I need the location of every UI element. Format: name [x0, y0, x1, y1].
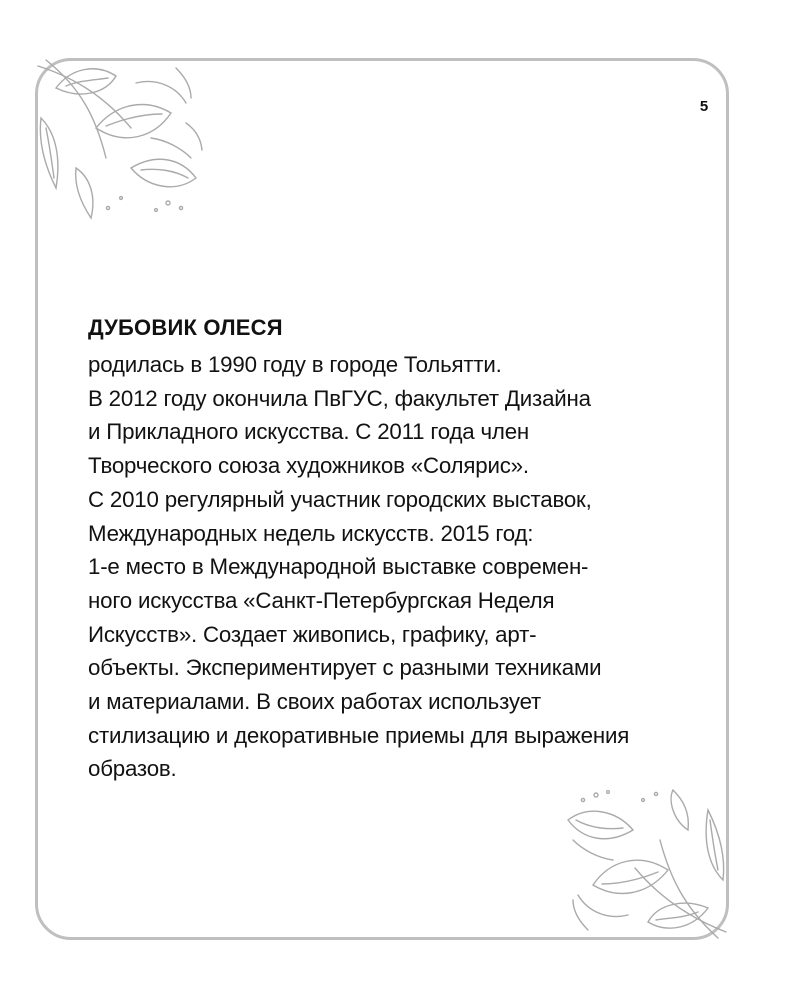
bio-line: ного искусства «Санкт-Петербургская Неделя: [88, 587, 555, 613]
bio-line: объекты. Экспериментирует с разными техниками: [88, 655, 602, 681]
bio-line: В 2012 году окончила ПвГУС, факультет Дизайна: [88, 385, 591, 411]
bio-line: и материалами. В своих работах использует: [88, 689, 542, 715]
author-bio: [88, 315, 718, 786]
bio-line: Международных недель искусств. 2015 год:: [88, 520, 534, 546]
bio-line: образов.: [88, 756, 177, 782]
bio-line: Творческого союза художников «Солярис».: [88, 453, 529, 479]
bio-line: С 2010 регулярный участник городских выставок,: [88, 486, 592, 512]
author-name: ДУБОВИК ОЛЕСЯ: [88, 315, 283, 340]
bio-line: родилась в 1990 году в городе Тольятти.: [88, 352, 502, 377]
bio-line: и Прикладного искусства. С 2011 года член: [88, 419, 530, 445]
bio-line: Искусств». Создает живопись, графику, арт-: [88, 621, 537, 647]
bio-line: стилизацию и декоративные приемы для выражения: [88, 722, 630, 748]
bio-line: 1-е место в Международной выставке современ-: [88, 554, 589, 580]
page-number: 5: [699, 98, 709, 115]
